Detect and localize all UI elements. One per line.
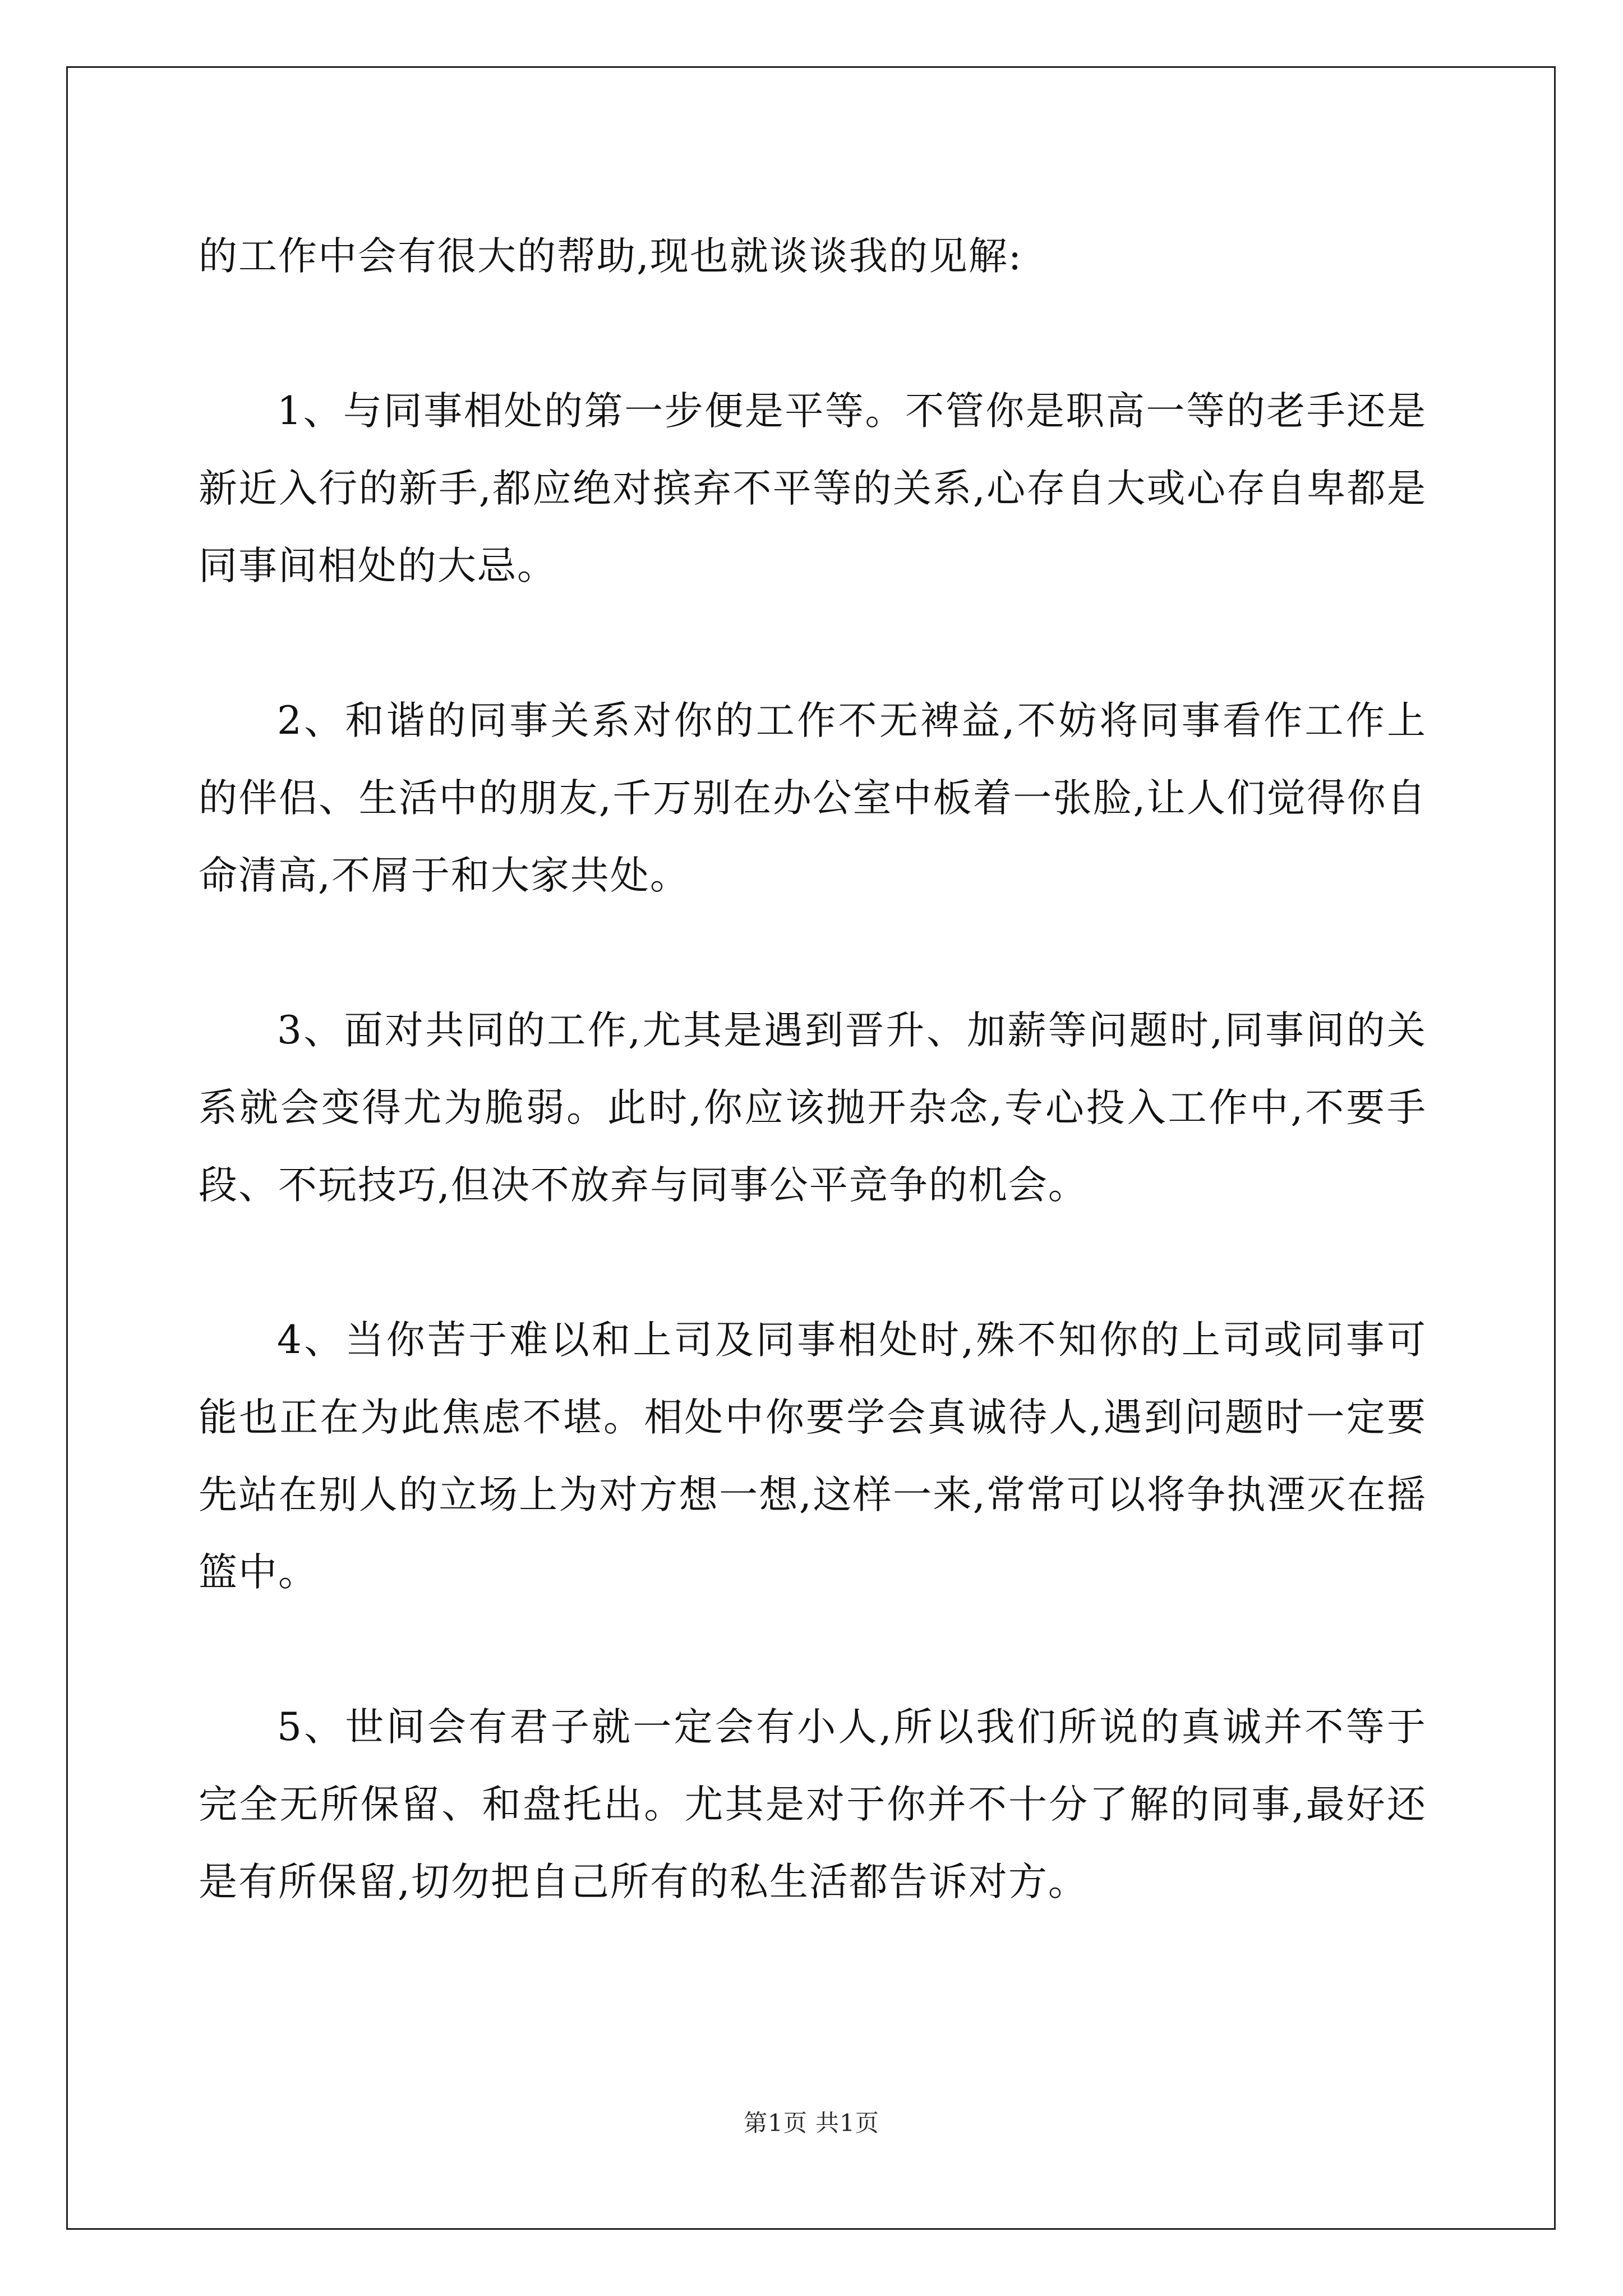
paragraph-point-4: 4、当你苦于难以和上司及同事相处时,殊不知你的上司或同事可能也正在为此焦虑不堪。相处中你要学会真诚待人,遇到问题时一定要先站在别人的立场上为对方想一想,这样一来,常常可以将争执湮灭在摇篮中。 <box>199 1318 1427 1595</box>
page-number-footer: 第1页 共1页 <box>744 2109 879 2137</box>
paragraph-point-2: 2、和谐的同事关系对你的工作不无裨益,不妨将同事看作工作上的伴侣、生活中的朋友,千万别在办公室中板着一张脸,让人们觉得你自命清高,不屑于和大家共处。 <box>199 698 1427 898</box>
paragraph-point-1: 1、与同事相处的第一步便是平等。不管你是职高一等的老手还是新近入行的新手,都应绝对摈弃不平等的关系,心存自大或心存自卑都是同事间相处的大忌。 <box>199 389 1427 588</box>
paragraph-intro: 的工作中会有很大的帮助,现也就谈谈我的见解: <box>199 234 1023 279</box>
paragraph-point-5: 5、世间会有君子就一定会有小人,所以我们所说的真诚并不等于完全无所保留、和盘托出。尤其是对于你并不十分了解的同事,最好还是有所保留,切勿把自己所有的私生活都告诉对方。 <box>199 1705 1427 1904</box>
paragraph-point-3: 3、面对共同的工作,尤其是遇到晋升、加薪等问题时,同事间的关系就会变得尤为脆弱。此时,你应该抛开杂念,专心投入工作中,不要手段、不玩技巧,但决不放弃与同事公平竞争的机会。 <box>199 1008 1427 1208</box>
document-body <box>199 218 1427 1998</box>
